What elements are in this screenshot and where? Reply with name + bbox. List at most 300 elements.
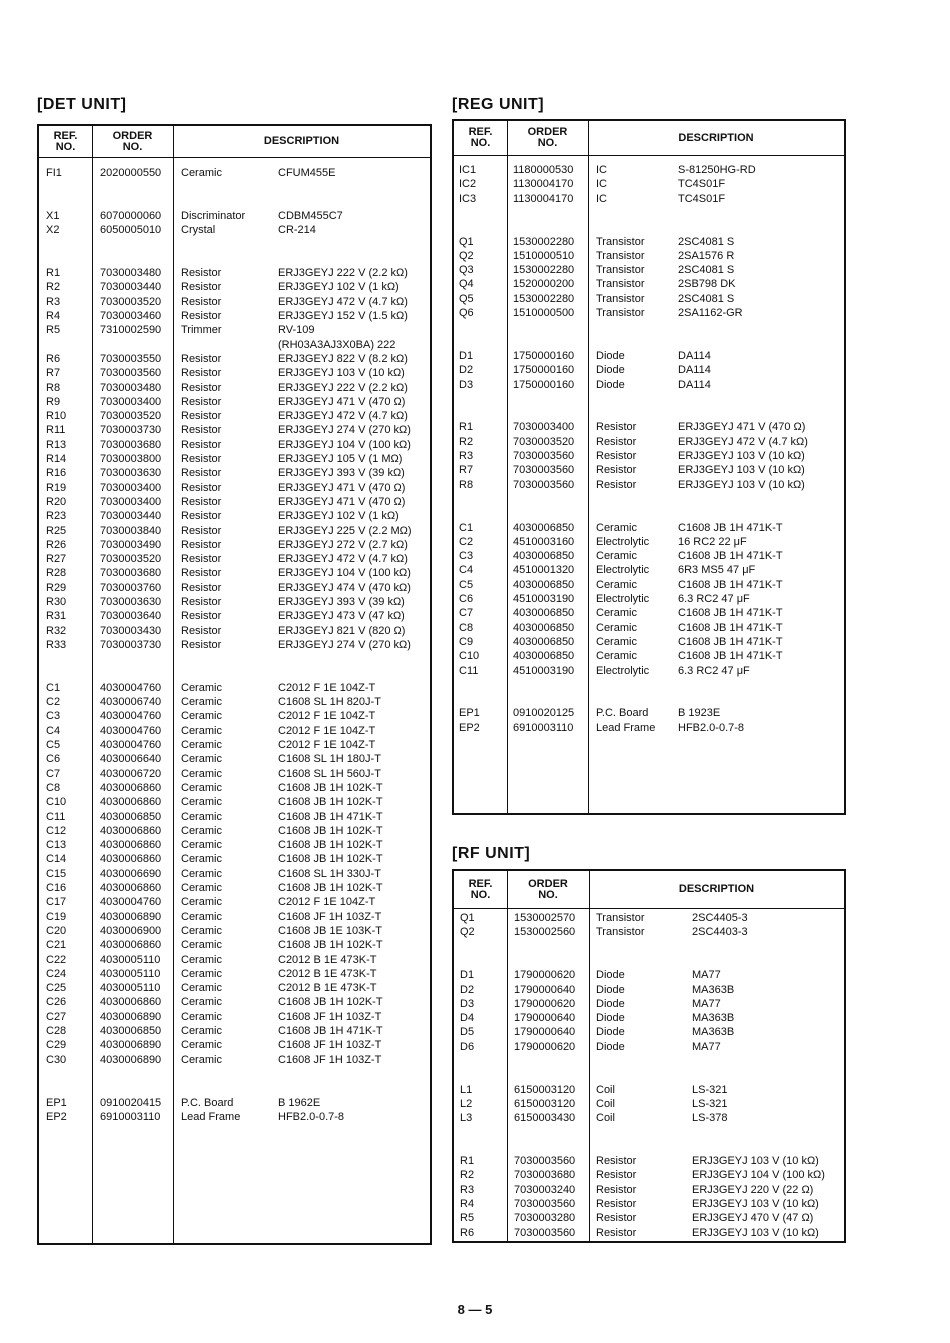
part-spec: ERJ3GEYJ 225 V (2.2 MΩ): [278, 524, 412, 537]
part-spec: (RH03A3AJ3X0BA) 222: [278, 338, 396, 351]
table-row: [39, 595, 430, 609]
part-type: Ceramic: [181, 1053, 222, 1066]
table-row: [39, 1067, 430, 1081]
ref-no: C11: [46, 810, 66, 823]
part-type: P.C. Board: [181, 1096, 234, 1109]
table-row: [454, 925, 844, 939]
order-no: 4510003190: [513, 664, 575, 677]
part-type: Ceramic: [181, 739, 222, 751]
order-no: 7030003560: [514, 1155, 576, 1168]
ref-no: R32: [46, 624, 67, 637]
part-spec: ERJ3GEYJ 471 V (470 Ω): [678, 421, 806, 434]
table-row: [454, 163, 844, 177]
table-row: [39, 1038, 430, 1052]
table-row: [39, 309, 430, 323]
order-no: 4030006860: [100, 781, 162, 794]
ref-no: R4: [46, 310, 61, 322]
part-spec: C1608 JB 1H 102K-T: [278, 839, 383, 852]
part-spec: C1608 JB 1H 471K-T: [678, 607, 783, 620]
part-type: Diode: [596, 1040, 625, 1053]
part-type: Resistor: [181, 395, 222, 408]
part-spec: C1608 JF 1H 103Z-T: [278, 1010, 382, 1023]
order-no: 1790000640: [514, 1012, 576, 1025]
table-row: [39, 538, 430, 552]
ref-no: R14: [46, 453, 67, 465]
ref-no: Q5: [459, 292, 474, 305]
table-row: [454, 635, 844, 649]
ref-no: R2: [459, 435, 474, 448]
table-row: [39, 681, 430, 695]
table-row: [39, 238, 430, 252]
part-spec: ERJ3GEYJ 103 V (10 kΩ): [692, 1198, 819, 1210]
table-row: [39, 810, 430, 824]
table-row: [39, 552, 430, 566]
order-no: 4030006690: [100, 867, 162, 880]
ref-no: C2: [46, 696, 61, 709]
part-spec: C1608 JB 1H 471K-T: [278, 1025, 383, 1037]
part-type: Transistor: [596, 235, 645, 248]
order-no: 1520000200: [513, 278, 575, 291]
part-type: Ceramic: [181, 767, 222, 780]
part-type: Ceramic: [181, 167, 222, 179]
part-type: IC: [596, 192, 607, 205]
order-no: 7030003840: [100, 524, 162, 537]
table-row: [454, 692, 844, 706]
part-type: Resistor: [181, 581, 222, 594]
part-spec: 2SA1162-GR: [678, 307, 743, 319]
table-row: [454, 1197, 844, 1211]
part-type: Resistor: [181, 553, 222, 566]
order-no: 1530002280: [513, 292, 575, 305]
ref-no: R31: [46, 610, 67, 623]
part-spec: ERJ3GEYJ 104 V (100 kΩ): [278, 438, 411, 451]
table-row: [454, 983, 844, 997]
ref-no: R13: [46, 438, 67, 451]
part-spec: 2SC4405-3: [692, 912, 748, 924]
order-no: 1790000640: [514, 983, 576, 996]
part-type: Ceramic: [596, 607, 637, 620]
part-type: Resistor: [181, 481, 222, 494]
table-row: [39, 195, 430, 209]
ref-no: C6: [459, 593, 474, 605]
part-type: IC: [596, 164, 607, 176]
part-spec: MA77: [692, 997, 721, 1010]
order-no: 7030003560: [100, 367, 162, 380]
table-row: [454, 1040, 844, 1054]
part-type: Resistor: [181, 596, 222, 608]
order-no: 1750000160: [513, 364, 575, 377]
ref-no: C30: [46, 1053, 67, 1066]
order-no: 4030006860: [100, 853, 162, 866]
part-spec: C2012 B 1E 473K-T: [278, 953, 377, 966]
part-type: Resistor: [181, 453, 222, 465]
table-row: [39, 695, 430, 709]
part-spec: ERJ3GEYJ 104 V (100 kΩ): [692, 1169, 825, 1182]
part-type: Ceramic: [181, 953, 222, 966]
part-spec: TC4S01F: [678, 178, 726, 191]
table-row: [39, 266, 430, 280]
order-no: 1790000620: [514, 997, 576, 1010]
order-no: 1790000640: [514, 1026, 576, 1039]
order-no: 1130004170: [513, 192, 574, 205]
ref-no: R1: [459, 421, 474, 434]
rf-unit-table: [452, 869, 846, 1243]
table-row: [454, 1025, 844, 1039]
table-row: [39, 667, 430, 681]
table-row: [454, 592, 844, 606]
part-type: Ceramic: [181, 781, 222, 794]
order-no: 4030006740: [100, 696, 162, 709]
part-spec: ERJ3GEYJ 274 V (270 kΩ): [278, 638, 411, 651]
ref-no: EP1: [46, 1096, 67, 1109]
table-row: [454, 997, 844, 1011]
ref-no: R7: [46, 367, 61, 380]
table-row: [39, 166, 430, 180]
part-type: Diode: [596, 1012, 625, 1025]
ref-no: X2: [46, 224, 60, 237]
table-row: [39, 652, 430, 666]
table-row: [454, 1211, 844, 1225]
order-no: 1510000500: [513, 307, 575, 319]
ref-no: R25: [46, 524, 67, 537]
table-row: [39, 438, 430, 452]
part-type: Coil: [596, 1112, 615, 1125]
part-spec: ERJ3GEYJ 822 V (8.2 kΩ): [278, 352, 408, 365]
ref-no: R6: [460, 1226, 475, 1239]
part-spec: C2012 F 1E 104Z-T: [278, 739, 376, 751]
part-spec: C1608 JB 1H 471K-T: [678, 621, 783, 634]
order-no: 1790000620: [514, 969, 576, 982]
part-type: Resistor: [596, 478, 637, 491]
part-type: Resistor: [181, 267, 222, 280]
part-spec: C2012 F 1E 104Z-T: [278, 681, 376, 694]
order-no: 4030006890: [100, 910, 162, 923]
part-spec: C2012 B 1E 473K-T: [278, 967, 377, 980]
ref-no: C10: [459, 650, 480, 663]
part-spec: ERJ3GEYJ 472 V (4.7 kΩ): [278, 410, 408, 423]
part-spec: C1608 JB 1E 103K-T: [278, 924, 382, 937]
order-no: 7030003800: [100, 453, 162, 465]
table-row: [39, 638, 430, 652]
part-type: Electrolytic: [596, 593, 650, 605]
part-type: Ceramic: [181, 724, 222, 737]
part-spec: ERJ3GEYJ 472 V (4.7 kΩ): [278, 295, 408, 308]
ref-no: D2: [460, 983, 475, 996]
ref-no: R7: [459, 464, 474, 477]
order-no: 1510000510: [513, 249, 575, 262]
part-type: P.C. Board: [596, 707, 649, 720]
order-no: 7030003560: [513, 450, 575, 462]
table-row: [454, 378, 844, 392]
order-no: 1530002280: [513, 264, 575, 277]
part-spec: CFUM455E: [278, 167, 336, 179]
part-type: Ceramic: [596, 650, 637, 663]
order-no: 4030006860: [100, 796, 162, 809]
table-row: [39, 352, 430, 366]
table-row: [454, 1111, 844, 1125]
part-spec: 2SC4081 S: [678, 264, 735, 277]
part-type: Ceramic: [181, 982, 222, 995]
part-type: Ceramic: [181, 839, 222, 852]
ref-no: D1: [459, 349, 474, 362]
part-type: Resistor: [181, 295, 222, 308]
order-no: 4030006640: [100, 753, 162, 766]
table-row: [39, 338, 430, 352]
order-no: 4510001320: [513, 564, 575, 577]
order-no: 4030006850: [513, 650, 575, 663]
order-no: 7030003480: [100, 381, 162, 394]
description-column-header: DESCRIPTION: [678, 883, 755, 895]
table-row: [39, 881, 430, 895]
part-spec: HFB2.0-0.7-8: [678, 721, 745, 734]
order-column-header: ORDER NO.: [112, 129, 153, 153]
part-type: Resistor: [181, 410, 222, 423]
ref-no: C11: [459, 664, 479, 677]
part-type: Coil: [596, 1083, 615, 1096]
table-row: [39, 838, 430, 852]
part-type: Resistor: [181, 638, 222, 651]
order-no: 7030003630: [100, 467, 162, 480]
table-row: [454, 1168, 844, 1182]
table-header: [39, 126, 430, 158]
part-type: Resistor: [596, 1198, 637, 1210]
part-spec: 2SC4403-3: [692, 926, 748, 939]
table-header: [454, 121, 844, 156]
part-type: Ceramic: [181, 810, 222, 823]
part-type: Resistor: [181, 495, 222, 508]
table-row: [39, 209, 430, 223]
part-type: Resistor: [596, 1155, 637, 1168]
ref-no: C3: [46, 710, 61, 723]
table-row: [39, 366, 430, 380]
part-spec: C1608 JB 1H 102K-T: [278, 853, 383, 866]
order-no: 6050005010: [100, 224, 162, 237]
order-no: 7030003400: [513, 421, 575, 434]
order-no: 7030003440: [100, 281, 162, 294]
part-spec: MA363B: [692, 1026, 735, 1039]
part-spec: ERJ3GEYJ 103 V (10 kΩ): [678, 478, 805, 491]
order-no: 4030006850: [513, 621, 575, 634]
part-type: Ceramic: [181, 681, 222, 694]
ref-no: C5: [46, 739, 61, 751]
order-no: 4030006850: [513, 635, 575, 648]
part-type: Resistor: [596, 1169, 637, 1182]
ref-no: FI1: [46, 167, 62, 179]
table-row: [454, 177, 844, 191]
part-type: Resistor: [181, 424, 222, 437]
ref-no: C5: [459, 578, 474, 591]
part-type: Diode: [596, 969, 625, 982]
ref-no: Q2: [459, 249, 474, 262]
table-row: [454, 277, 844, 291]
ref-no: R9: [46, 395, 61, 408]
part-type: Discriminator: [181, 209, 246, 222]
table-row: [39, 981, 430, 995]
part-type: Resistor: [181, 438, 222, 451]
order-no: 4030006860: [100, 996, 162, 1009]
part-spec: C1608 SL 1H 820J-T: [278, 696, 381, 709]
order-no: 7030003560: [513, 478, 575, 491]
ref-no: R26: [46, 538, 67, 551]
part-spec: ERJ3GEYJ 103 V (10 kΩ): [678, 464, 805, 477]
part-type: Electrolytic: [596, 535, 650, 548]
part-type: Ceramic: [596, 521, 637, 534]
part-spec: MA363B: [692, 983, 735, 996]
part-type: Electrolytic: [596, 664, 650, 677]
part-spec: 2SB798 DK: [678, 278, 736, 291]
table-row: [39, 509, 430, 523]
order-no: 6150003430: [514, 1112, 576, 1125]
ref-no: C24: [46, 967, 67, 980]
table-row: [39, 967, 430, 981]
table-row: [39, 495, 430, 509]
table-row: [454, 478, 844, 492]
table-row: [454, 392, 844, 406]
ref-no: R2: [46, 281, 61, 294]
part-type: Resistor: [181, 524, 222, 537]
table-row: [454, 521, 844, 535]
part-spec: ERJ3GEYJ 393 V (39 kΩ): [278, 467, 405, 480]
part-spec: C1608 SL 1H 180J-T: [278, 753, 381, 766]
order-no: 7030003520: [100, 553, 162, 566]
order-no: 4030006850: [513, 607, 575, 620]
table-row: [39, 295, 430, 309]
part-type: Resistor: [181, 310, 222, 322]
order-no: 7310002590: [100, 324, 162, 337]
table-row: [454, 954, 844, 968]
part-type: Resistor: [596, 464, 637, 477]
order-no: 7030003760: [100, 581, 162, 594]
part-spec: C1608 JB 1H 102K-T: [278, 796, 383, 809]
order-no: 1530002570: [514, 912, 576, 924]
table-row: [454, 292, 844, 306]
part-type: Resistor: [181, 567, 222, 580]
order-no: 4030004760: [100, 896, 162, 909]
part-type: Ceramic: [181, 1010, 222, 1023]
det-unit-title: [DET UNIT]: [37, 96, 127, 113]
order-no: 4030006900: [100, 924, 162, 937]
ref-no: C21: [46, 939, 67, 952]
part-spec: TC4S01F: [678, 192, 726, 205]
table-row: [454, 563, 844, 577]
table-row: [39, 1024, 430, 1038]
part-spec: C1608 JB 1H 102K-T: [278, 824, 383, 837]
table-row: [454, 621, 844, 635]
table-row: [39, 1110, 430, 1124]
order-no: 7030003730: [100, 424, 162, 437]
table-row: [39, 180, 430, 194]
part-spec: ERJ3GEYJ 102 V (1 kΩ): [278, 281, 399, 294]
order-no: 7030003520: [100, 295, 162, 308]
order-no: 7030003680: [514, 1169, 576, 1182]
table-row: [39, 452, 430, 466]
ref-no: C17: [46, 896, 67, 909]
part-type: Crystal: [181, 224, 216, 237]
part-spec: MA363B: [692, 1012, 735, 1025]
ref-no: C7: [46, 767, 61, 780]
table-row: [39, 223, 430, 237]
table-row: [39, 1053, 430, 1067]
table-row: [454, 649, 844, 663]
part-spec: C1608 JF 1H 103Z-T: [278, 1039, 382, 1052]
ref-no: C1: [459, 521, 474, 534]
part-spec: 6R3 MS5 47 μF: [678, 564, 756, 577]
ref-no: Q3: [459, 264, 474, 277]
table-row: [454, 1011, 844, 1025]
table-row: [39, 481, 430, 495]
reg-unit-title: [REG UNIT]: [452, 96, 545, 113]
ref-column-header: REF. NO.: [468, 126, 493, 149]
ref-no: R8: [46, 381, 61, 394]
order-no: 7030003240: [514, 1183, 576, 1196]
part-spec: RV-109: [278, 324, 315, 337]
ref-no: C27: [46, 1010, 67, 1023]
description-column-header: DESCRIPTION: [678, 131, 754, 144]
table-row: [454, 1226, 844, 1240]
part-spec: ERJ3GEYJ 471 V (470 Ω): [278, 481, 406, 494]
ref-no: R3: [459, 450, 474, 462]
ref-no: R10: [46, 410, 67, 423]
table-row: [39, 1010, 430, 1024]
order-no: 7030003680: [100, 438, 162, 451]
table-row: [39, 423, 430, 437]
ref-no: D6: [460, 1040, 475, 1053]
table-row: [39, 824, 430, 838]
order-no: 6150003120: [514, 1097, 576, 1110]
table-row: [39, 252, 430, 266]
part-spec: C1608 JB 1H 471K-T: [678, 635, 783, 648]
part-type: Transistor: [596, 292, 645, 305]
order-no: 6070000060: [100, 209, 162, 222]
ref-no: C6: [46, 753, 61, 766]
part-spec: 16 RC2 22 μF: [678, 535, 747, 548]
order-no: 1750000160: [513, 349, 575, 362]
ref-no: R20: [46, 495, 67, 508]
part-spec: C1608 JB 1H 471K-T: [678, 521, 783, 534]
table-row: [454, 449, 844, 463]
part-type: Resistor: [596, 450, 637, 462]
table-row: [454, 249, 844, 263]
part-spec: ERJ3GEYJ 472 V (4.7 kΩ): [678, 435, 808, 448]
part-type: Ceramic: [596, 621, 637, 634]
part-spec: LS-321: [692, 1097, 728, 1110]
part-spec: 2SC4081 S: [678, 292, 735, 305]
part-spec: 2SA1576 R: [678, 249, 735, 262]
part-type: Ceramic: [181, 753, 222, 766]
ref-no: R8: [459, 478, 474, 491]
part-spec: ERJ3GEYJ 473 V (47 kΩ): [278, 610, 405, 623]
ref-no: C4: [46, 724, 61, 737]
part-spec: C2012 F 1E 104Z-T: [278, 710, 376, 723]
table-row: [39, 724, 430, 738]
order-no: 1750000160: [513, 378, 575, 391]
table-row: [39, 867, 430, 881]
ref-no: Q2: [460, 926, 475, 939]
part-type: Ceramic: [181, 710, 222, 723]
part-spec: 6.3 RC2 47 μF: [678, 593, 750, 605]
ref-no: R11: [46, 424, 66, 437]
table-row: [39, 852, 430, 866]
part-type: Ceramic: [596, 635, 637, 648]
order-column-header: ORDER NO.: [527, 126, 568, 149]
ref-no: C7: [459, 607, 474, 620]
part-spec: ERJ3GEYJ 103 V (10 kΩ): [278, 367, 405, 380]
order-no: 7030003560: [513, 464, 575, 477]
part-spec: ERJ3GEYJ 821 V (820 Ω): [278, 624, 406, 637]
part-type: Ceramic: [181, 896, 222, 909]
table-row: [454, 363, 844, 377]
ref-no: IC2: [459, 178, 477, 191]
